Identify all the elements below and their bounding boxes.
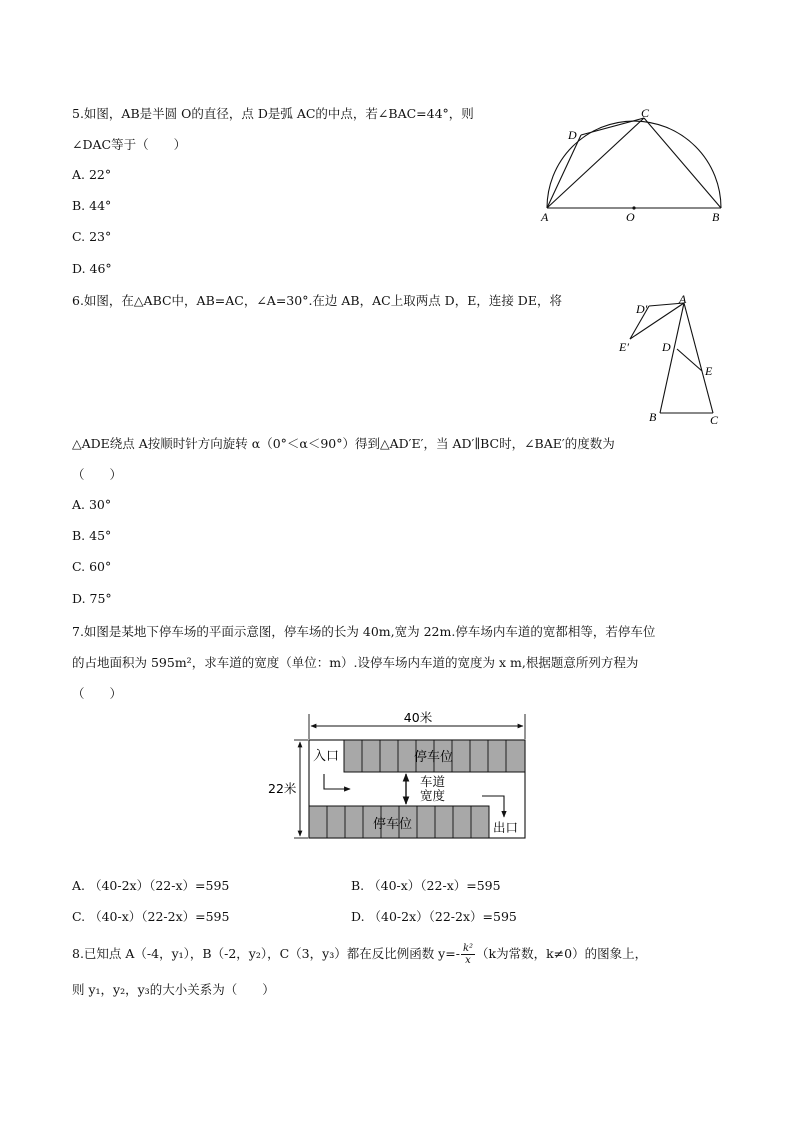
q7-entrance-label: 入口 (313, 749, 340, 764)
q5-label-b: B (712, 210, 720, 224)
q6-option-a: A. 30° (72, 497, 112, 512)
q5-label-o: O (626, 210, 635, 224)
q7-lane-label-2: 宽度 (420, 788, 446, 803)
q7-stem-line3: （ ） (72, 686, 123, 701)
q6-option-c: C. 60° (72, 559, 112, 574)
q7-option-c: C. （40-x）（22-2x）=595 (72, 909, 230, 924)
q6-option-d: D. 75° (72, 591, 112, 606)
q6-label-b: B (649, 410, 657, 424)
q7-stem-line1: 7.如图是某地下停车场的平面示意图，停车场的长为 40m,宽为 22m.停车场内车道的宽都相等，若停车位 (72, 624, 656, 639)
q8-stem-part-a: 8.已知点 A（-4，y₁），B（-2，y₂），C（3，y₃）都在反比例函数 y=- (72, 946, 460, 961)
q6-stem-line2: △ADE绕点 A按顺时针方向旋转 α（0°＜α＜90°）得到△AD′E′，当 AD′∥BC时，∠BAE′的度数为 (72, 436, 615, 451)
q5-label-a: A (541, 210, 549, 224)
q5-stem-line2: ∠DAC等于（ ） (72, 137, 187, 152)
q7-parking-bottom-label: 停车位 (373, 817, 413, 832)
q5-option-b: B. 44° (72, 198, 112, 213)
q6-label-e: E (705, 364, 713, 378)
q5-stem-line1: 5.如图，AB是半圆 O的直径，点 D是弧 AC的中点，若∠BAC=44°，则 (72, 106, 474, 121)
q5-option-d: D. 46° (72, 261, 112, 276)
q6-triangle-figure (612, 290, 727, 430)
q8-stem-part-b: （k为常数，k≠0）的图象上， (476, 946, 648, 961)
q7-option-d: D. （40-2x）（22-2x）=595 (351, 909, 517, 924)
q8-stem-line2: 则 y₁，y₂，y₃的大小关系为（ ） (72, 982, 275, 997)
q5-semicircle-figure (538, 105, 728, 225)
q8-fraction-numerator: k² (462, 943, 474, 954)
q6-stem-line3: （ ） (72, 467, 123, 482)
q7-stem-line2: 的占地面积为 595m²，求车道的宽度（单位：m）.设停车场内车道的宽度为 x m,根据题意所列方程为 (72, 655, 639, 670)
q7-lane-label-1: 车道 (420, 774, 446, 789)
q5-label-c: C (641, 106, 650, 120)
q6-label-c: C (710, 413, 719, 427)
q6-option-b: B. 45° (72, 528, 112, 543)
q6-label-e-prime: E′ (619, 340, 629, 354)
q8-stem-line1 (72, 943, 647, 966)
q8-fraction-denominator: x (465, 955, 471, 966)
q7-exit-label: 出口 (493, 820, 519, 835)
q7-length-label: 40米 (403, 710, 433, 725)
q7-option-a: A. （40-2x）（22-x）=595 (72, 878, 230, 893)
q5-label-d: D (568, 128, 577, 142)
q5-option-c: C. 23° (72, 229, 112, 244)
q7-option-b: B. （40-x）（22-x）=595 (351, 878, 501, 893)
q7-parking-lot-figure (260, 707, 540, 847)
q8-fraction (461, 943, 475, 966)
q6-label-d-prime: D′ (636, 302, 648, 316)
q6-label-a: A (679, 292, 687, 306)
q6-stem-line1: 6.如图，在△ABC中，AB=AC，∠A=30°.在边 AB，AC上取两点 D，E，连接 DE，将 (72, 293, 562, 308)
q6-label-d: D (662, 340, 671, 354)
q5-option-a: A. 22° (72, 167, 112, 182)
q7-width-label: 22米 (268, 781, 297, 796)
q7-parking-top-label: 停车位 (414, 750, 454, 765)
